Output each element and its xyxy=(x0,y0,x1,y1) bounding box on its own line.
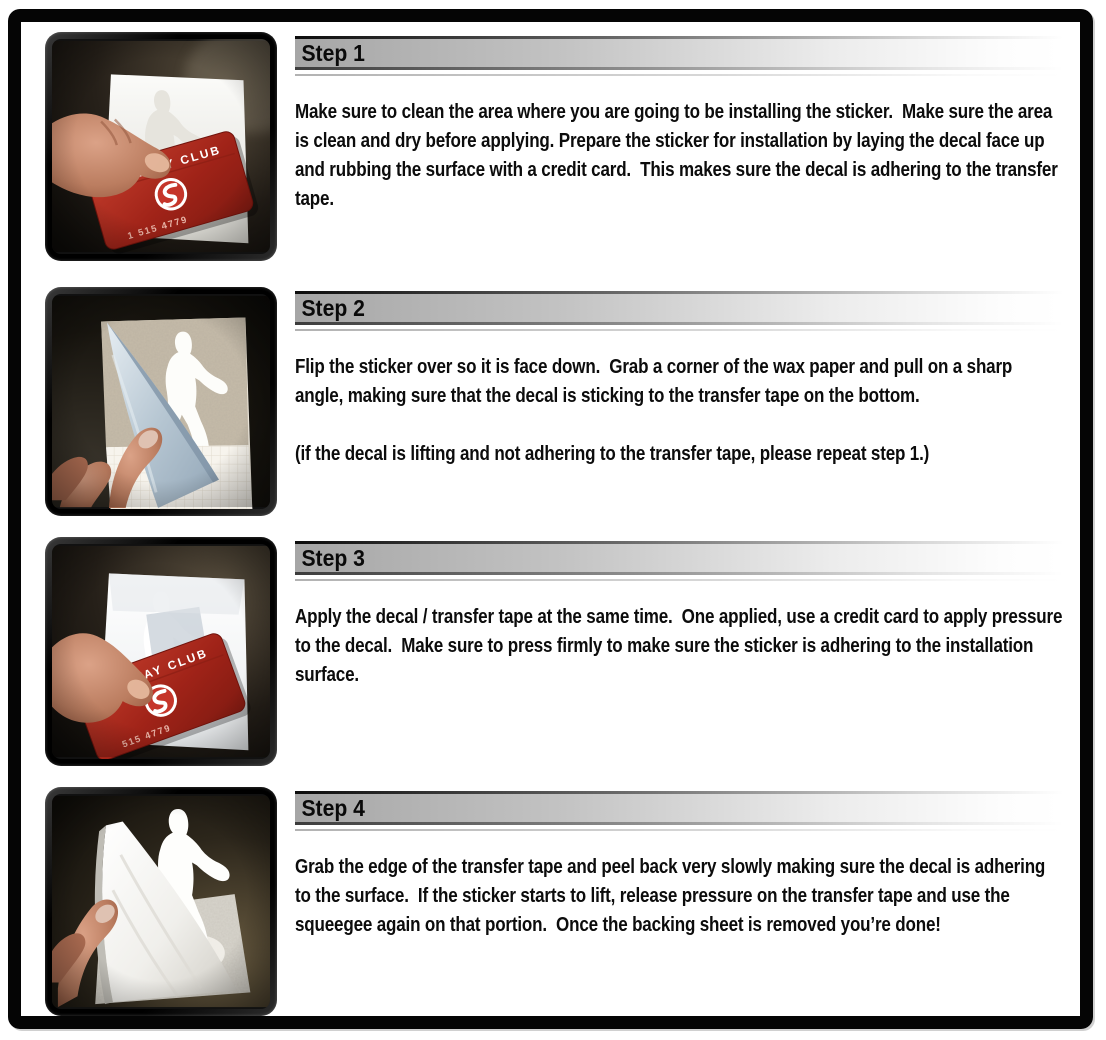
step-4-photo xyxy=(45,787,277,1016)
step-2-title: Step 2 xyxy=(301,295,365,321)
step-4-section xyxy=(45,785,1061,1035)
step-1-title: Step 1 xyxy=(301,40,365,66)
step-3-photo xyxy=(45,537,277,766)
step-4-header xyxy=(295,791,1063,825)
step-2-note: (if the decal is lifting and not adhering to the transfer tape, please repeat step 1.) xyxy=(295,443,930,465)
step-2-body xyxy=(295,353,1063,469)
step-3-header xyxy=(295,541,1063,575)
step-3-body xyxy=(295,603,1067,690)
step-1-body xyxy=(295,98,1063,214)
step-1-section xyxy=(45,30,1061,280)
step-4-photo-image xyxy=(52,794,270,1009)
step-4-paragraph: Grab the edge of the transfer tape and peel back very slowly making sure the decal is adhering to the surface. If the sticker starts to lift, release pressure on the transfer tape and use the squeegee again on that portion. Once the backing sheet is removed you’re done! xyxy=(295,856,1050,936)
step-2-header-underline xyxy=(295,329,1063,331)
step-4-body xyxy=(295,853,1063,940)
step-2-paragraph: Flip the sticker over so it is face down. Grab a corner of the wax paper and pull on a sharp angle, making sure that the decal is sticking to the transfer tape on the bottom. xyxy=(295,356,1017,407)
step-1-header xyxy=(295,36,1063,70)
step-1-photo xyxy=(45,32,277,261)
step-4-header-underline xyxy=(295,829,1063,831)
step-2-photo xyxy=(45,287,277,516)
step-4-title: Step 4 xyxy=(301,795,365,821)
step-1-photo-image xyxy=(52,39,270,254)
step-3-section xyxy=(45,535,1067,785)
step-1-paragraph: Make sure to clean the area where you are going to be installing the sticker. Make sure the area is clean and dry before applying. Prepare the sticker for installation by laying the decal face up and rubbing the surface with a credit card. This makes sure the decal is adhering to the transfer tape. xyxy=(295,101,1063,210)
step-2-section xyxy=(45,285,1061,535)
step-3-title: Step 3 xyxy=(301,545,365,571)
step-3-photo-image xyxy=(52,544,270,759)
step-3-header-underline xyxy=(295,579,1063,581)
step-2-header xyxy=(295,291,1063,325)
step-3-paragraph: Apply the decal / transfer tape at the same time. One applied, use a credit card to apply pressure to the decal. Make sure to press firmly to make sure the sticker is adhering to the installation surface. xyxy=(295,606,1067,686)
step-2-photo-image xyxy=(52,294,270,509)
step-1-header-underline xyxy=(295,74,1063,76)
